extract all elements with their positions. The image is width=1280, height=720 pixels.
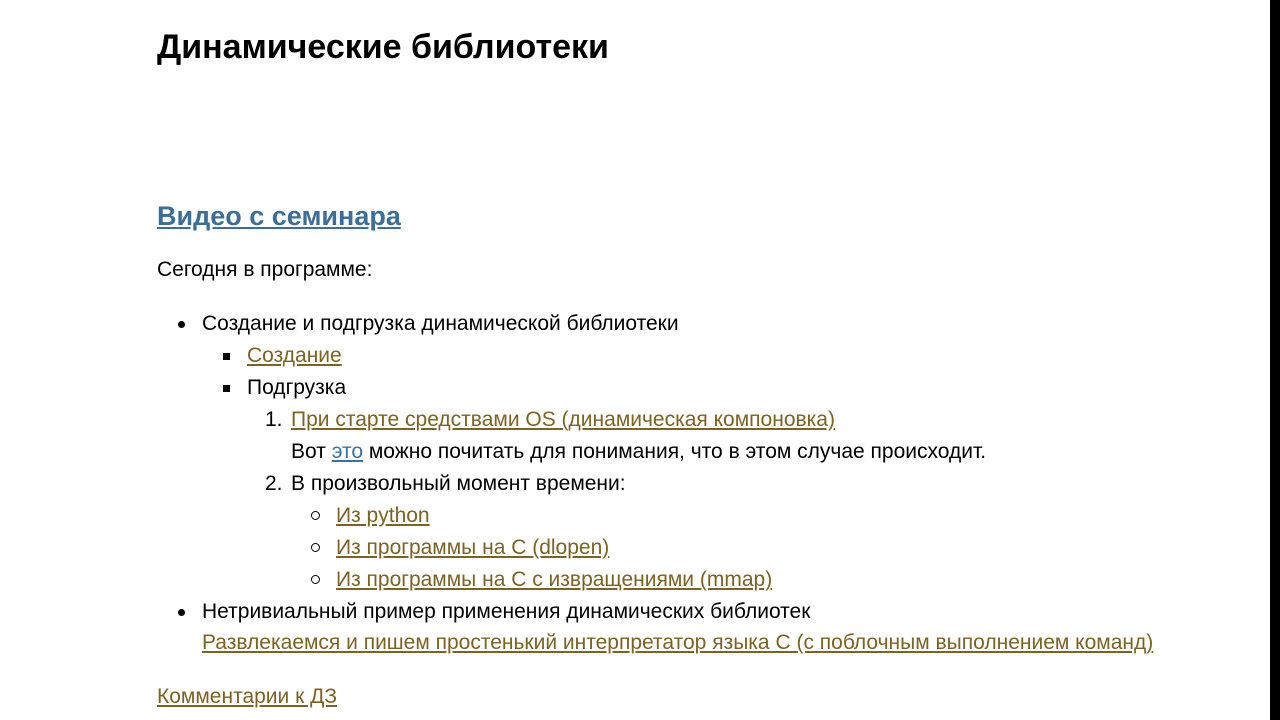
- read-prefix: Вот: [291, 440, 326, 463]
- python-link[interactable]: Из python: [336, 504, 430, 527]
- list-item-nontrivial: [202, 596, 810, 628]
- read-note: [291, 436, 986, 468]
- list-item-arbitrary: [265, 468, 626, 500]
- video-link[interactable]: Видео с семинара: [157, 201, 401, 231]
- list-item-creation: [247, 340, 342, 372]
- list-item-dlopen: [336, 532, 609, 564]
- list-item-label: В произвольный момент времени:: [291, 472, 626, 495]
- interpreter-link[interactable]: Развлекаемся и пишем простенький интерпретатор языка C (с поблочным выполнением команд): [202, 631, 1154, 654]
- list-item-label: Нетривиальный пример применения динамических библиотек: [202, 600, 811, 623]
- video-heading: [157, 201, 401, 232]
- list-item-loading: [247, 372, 346, 404]
- list-item-creation-loading: [202, 308, 679, 340]
- list-number: 1.: [265, 408, 283, 431]
- dlopen-link[interactable]: Из программы на C (dlopen): [336, 536, 610, 559]
- read-link[interactable]: это: [331, 440, 364, 463]
- interpreter-line: [202, 627, 1153, 659]
- mmap-link[interactable]: Из программы на C с извращениями (mmap): [336, 568, 773, 591]
- list-item-python: [336, 500, 430, 532]
- list-number: 2.: [265, 472, 283, 495]
- page-title: Динамические библиотеки: [157, 28, 609, 66]
- list-item-label: Подгрузка: [247, 376, 347, 399]
- hw-comments-link[interactable]: Комментарии к ДЗ: [157, 685, 338, 708]
- list-item-mmap: [336, 564, 772, 596]
- creation-link[interactable]: Создание: [247, 344, 342, 367]
- list-item-os-start: [265, 404, 835, 436]
- os-start-link[interactable]: При старте средствами OS (динамическая компоновка): [291, 408, 835, 431]
- intro-text: Сегодня в программе:: [157, 258, 373, 281]
- list-item-label: Создание и подгрузка динамической библиотеки: [202, 312, 679, 335]
- read-suffix: можно почитать для понимания, что в этом случае происходит.: [368, 440, 987, 463]
- hw-comments-line: [157, 681, 337, 713]
